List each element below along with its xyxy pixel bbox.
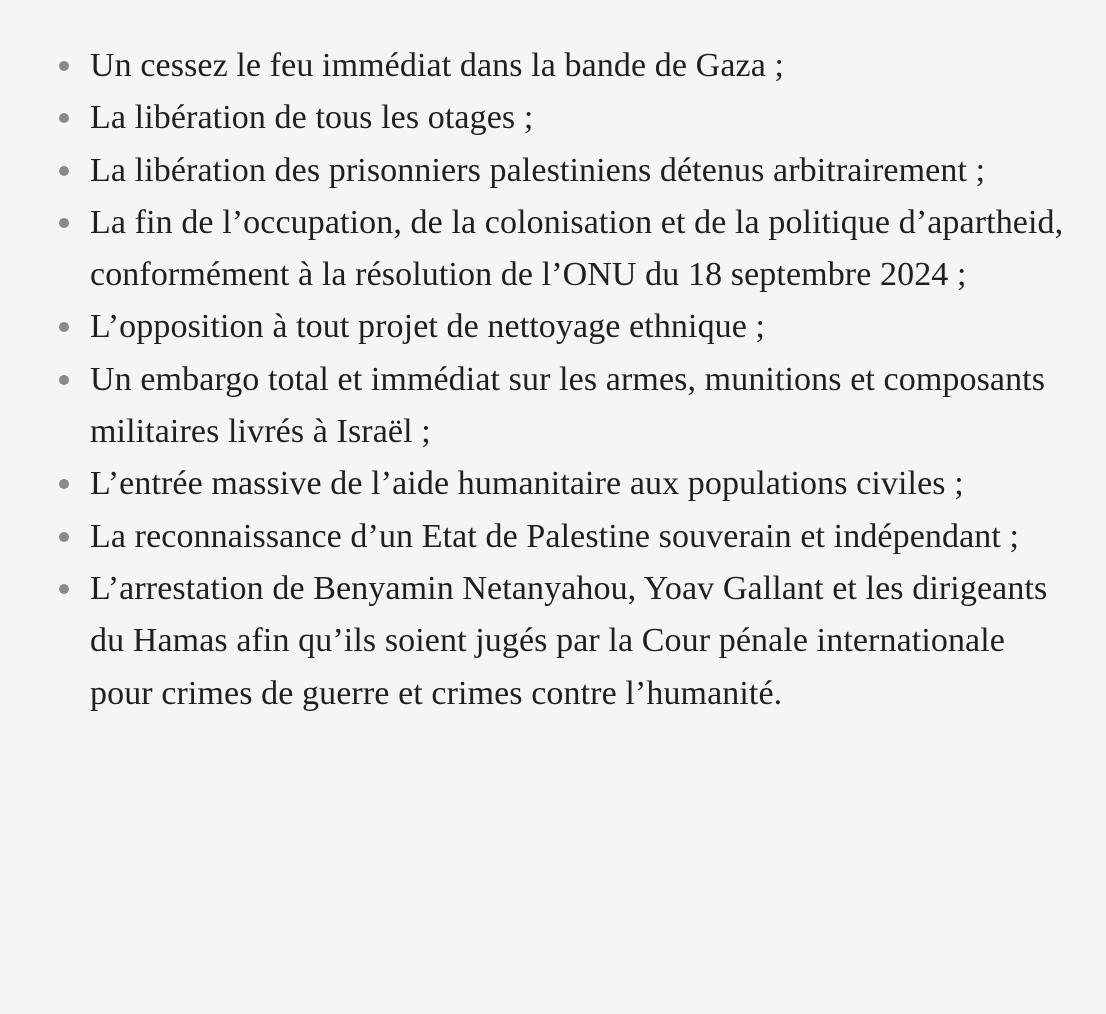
list-item — [40, 92, 1066, 144]
list-item-text: L’opposition à tout projet de nettoyage ethnique ; — [90, 308, 766, 346]
list-item — [40, 197, 1066, 302]
bullet-icon — [59, 532, 69, 542]
list-item — [40, 458, 1066, 510]
bullet-icon — [59, 322, 69, 332]
bullet-icon — [59, 61, 69, 71]
list-item-text: La reconnaissance d’un Etat de Palestine souverain et indépendant ; — [90, 517, 1020, 555]
bullet-icon — [59, 113, 69, 123]
bullet-icon — [59, 375, 69, 385]
list-item-text: La libération de tous les otages ; — [90, 99, 534, 137]
list-item — [40, 511, 1066, 563]
list-item — [40, 354, 1066, 459]
bullet-icon — [59, 584, 69, 594]
bullet-icon — [59, 479, 69, 489]
bullet-icon — [59, 166, 69, 176]
list-item-text: L’entrée massive de l’aide humanitaire aux populations civiles ; — [90, 465, 964, 503]
list-item — [40, 40, 1066, 92]
list-item — [40, 563, 1066, 720]
demands-list — [40, 40, 1066, 720]
list-item-text: La fin de l’occupation, de la colonisation et de la politique d’apartheid, conformément à la résolution de l’ONU du 18 septembre 2024 ; — [90, 203, 1064, 294]
list-item-text: Un embargo total et immédiat sur les armes, munitions et composants militaires livrés à Israël ; — [90, 360, 1046, 451]
bullet-icon — [59, 218, 69, 228]
list-item-text: L’arrestation de Benyamin Netanyahou, Yoav Gallant et les dirigeants du Hamas afin qu’ils soient jugés par la Cour pénale internationale pour crimes de guerre et crimes contre l’humanité. — [90, 569, 1048, 712]
list-item — [40, 301, 1066, 353]
list-item-text: Un cessez le feu immédiat dans la bande de Gaza ; — [90, 47, 785, 84]
list-item-text: La libération des prisonniers palestiniens détenus arbitrairement ; — [90, 151, 986, 189]
list-item — [40, 145, 1066, 197]
